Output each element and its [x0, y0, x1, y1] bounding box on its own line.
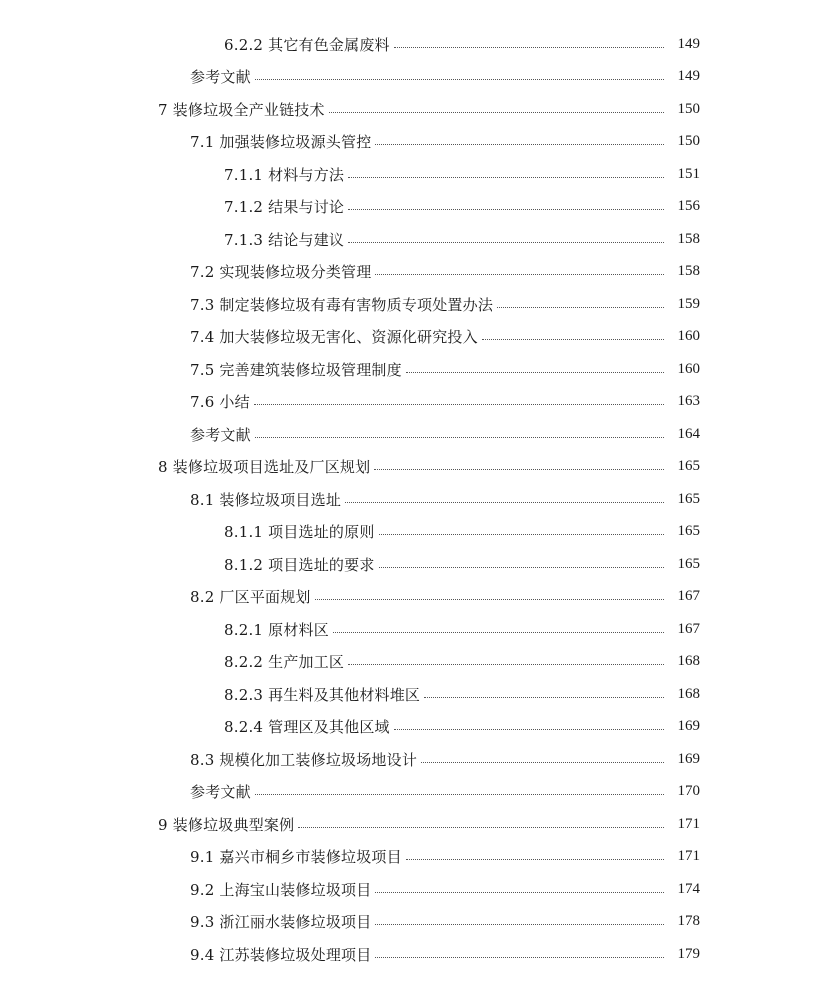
dot-leader [348, 177, 664, 178]
toc-entry-page-number: 168 [677, 685, 700, 702]
toc-entry-page-number: 169 [677, 750, 700, 767]
toc-entry-title: 7 装修垃圾全产业链技术 [158, 100, 325, 119]
toc-entry[interactable] [0, 126, 826, 159]
toc-entry-page-number: 165 [677, 490, 700, 507]
toc-entry-page-number: 168 [677, 653, 700, 670]
toc-entry[interactable] [0, 93, 826, 126]
toc-entry[interactable] [0, 841, 826, 874]
toc-entry[interactable] [0, 581, 826, 614]
toc-entry-title: 8.2.4 管理区及其他区域 [224, 718, 390, 737]
toc-entry[interactable] [0, 288, 826, 321]
toc-entry-title: 9 装修垃圾典型案例 [158, 815, 295, 834]
toc-entry-page-number: 167 [677, 620, 700, 637]
toc-entry-title: 9.4 江苏装修垃圾处理项目 [190, 945, 372, 964]
toc-entry[interactable] [0, 483, 826, 516]
dot-leader [394, 729, 664, 730]
toc-entry[interactable] [0, 613, 826, 646]
toc-entry[interactable] [0, 451, 826, 484]
toc-entry[interactable] [0, 223, 826, 256]
toc-entry-title: 9.2 上海宝山装修垃圾项目 [190, 880, 372, 899]
toc-entry-title: 8.2 厂区平面规划 [190, 588, 311, 607]
toc-entry-title: 7.1 加强装修垃圾源头管控 [190, 133, 372, 152]
toc-entry-page-number: 159 [677, 295, 700, 312]
dot-leader [379, 567, 664, 568]
toc-entry-page-number: 165 [677, 458, 700, 475]
toc-entry[interactable] [0, 548, 826, 581]
dot-leader [375, 144, 664, 145]
toc-entry-title: 7.3 制定装修垃圾有毒有害物质专项处置办法 [190, 295, 494, 314]
toc-entry-title: 7.5 完善建筑装修垃圾管理制度 [190, 360, 402, 379]
toc-entry[interactable] [0, 418, 826, 451]
toc-entry-page-number: 149 [677, 68, 700, 85]
toc-entry-page-number: 174 [677, 880, 700, 897]
toc-entry[interactable] [0, 516, 826, 549]
dot-leader [333, 632, 664, 633]
toc-entry[interactable] [0, 353, 826, 386]
toc-entry-title: 8.1.2 项目选址的要求 [224, 555, 375, 574]
toc-entry-title: 8 装修垃圾项目选址及厂区规划 [158, 458, 371, 477]
toc-entry-page-number: 165 [677, 523, 700, 540]
dot-leader [254, 404, 664, 405]
toc-entry-title: 8.2.3 再生料及其他材料堆区 [224, 685, 421, 704]
dot-leader [375, 274, 664, 275]
dot-leader [255, 794, 664, 795]
toc-entry-title: 8.3 规模化加工装修垃圾场地设计 [190, 750, 418, 769]
toc-entry[interactable] [0, 28, 826, 61]
toc-entry[interactable] [0, 386, 826, 419]
toc-entry-page-number: 158 [677, 230, 700, 247]
dot-leader [497, 307, 664, 308]
toc-entry-title: 9.1 嘉兴市桐乡市装修垃圾项目 [190, 848, 402, 867]
dot-leader [406, 372, 664, 373]
toc-entry[interactable] [0, 776, 826, 809]
dot-leader [298, 827, 664, 828]
toc-entry[interactable] [0, 743, 826, 776]
toc-entry-title: 参考文献 [190, 68, 251, 87]
toc-entry-title: 8.2.2 生产加工区 [224, 653, 345, 672]
toc-entry-title: 8.2.1 原材料区 [224, 620, 329, 639]
toc-entry-page-number: 169 [677, 718, 700, 735]
toc-entry-page-number: 149 [677, 35, 700, 52]
toc-entry-page-number: 178 [677, 913, 700, 930]
toc-entry[interactable] [0, 256, 826, 289]
toc-entry-page-number: 165 [677, 555, 700, 572]
toc-entry[interactable] [0, 906, 826, 939]
toc-entry-title: 8.1 装修垃圾项目选址 [190, 490, 342, 509]
dot-leader [424, 697, 664, 698]
toc-entry-title: 7.1.2 结果与讨论 [224, 198, 345, 217]
toc-entry[interactable] [0, 321, 826, 354]
toc-entry-title: 7.2 实现装修垃圾分类管理 [190, 263, 372, 282]
dot-leader [348, 242, 664, 243]
toc-entry[interactable] [0, 61, 826, 94]
dot-leader [315, 599, 664, 600]
toc-entry-page-number: 156 [677, 198, 700, 215]
toc-entry[interactable] [0, 646, 826, 679]
toc-entry[interactable] [0, 711, 826, 744]
toc-entry-title: 参考文献 [190, 783, 251, 802]
dot-leader [348, 209, 664, 210]
dot-leader [348, 664, 664, 665]
toc-entry-page-number: 160 [677, 328, 700, 345]
toc-entry-page-number: 170 [677, 783, 700, 800]
toc-entry[interactable] [0, 191, 826, 224]
table-of-contents [0, 28, 826, 971]
dot-leader [394, 47, 664, 48]
toc-entry-page-number: 164 [677, 425, 700, 442]
dot-leader [345, 502, 664, 503]
toc-entry-title: 7.1.3 结论与建议 [224, 230, 345, 249]
toc-entry-title: 参考文献 [190, 425, 251, 444]
toc-entry-page-number: 150 [677, 100, 700, 117]
toc-entry[interactable] [0, 873, 826, 906]
toc-entry-page-number: 167 [677, 588, 700, 605]
dot-leader [379, 534, 664, 535]
toc-entry[interactable] [0, 678, 826, 711]
toc-entry-page-number: 158 [677, 263, 700, 280]
toc-entry[interactable] [0, 158, 826, 191]
toc-entry-title: 7.6 小结 [190, 393, 250, 412]
toc-entry-title: 7.1.1 材料与方法 [224, 165, 345, 184]
dot-leader [374, 469, 664, 470]
toc-entry-page-number: 151 [677, 165, 700, 182]
toc-entry-page-number: 171 [677, 848, 700, 865]
toc-entry-page-number: 179 [677, 945, 700, 962]
dot-leader [375, 892, 664, 893]
toc-entry-page-number: 171 [677, 815, 700, 832]
dot-leader [255, 79, 664, 80]
toc-entry[interactable] [0, 808, 826, 841]
dot-leader [482, 339, 664, 340]
toc-entry-page-number: 150 [677, 133, 700, 150]
toc-entry[interactable] [0, 938, 826, 971]
toc-entry-title: 6.2.2 其它有色金属废料 [224, 35, 390, 54]
dot-leader [421, 762, 664, 763]
toc-entry-page-number: 160 [677, 360, 700, 377]
dot-leader [406, 859, 664, 860]
dot-leader [329, 112, 664, 113]
toc-entry-page-number: 163 [677, 393, 700, 410]
dot-leader [255, 437, 664, 438]
dot-leader [375, 957, 664, 958]
toc-entry-title: 9.3 浙江丽水装修垃圾项目 [190, 913, 372, 932]
toc-entry-title: 8.1.1 项目选址的原则 [224, 523, 375, 542]
dot-leader [375, 924, 664, 925]
toc-entry-title: 7.4 加大装修垃圾无害化、资源化研究投入 [190, 328, 478, 347]
